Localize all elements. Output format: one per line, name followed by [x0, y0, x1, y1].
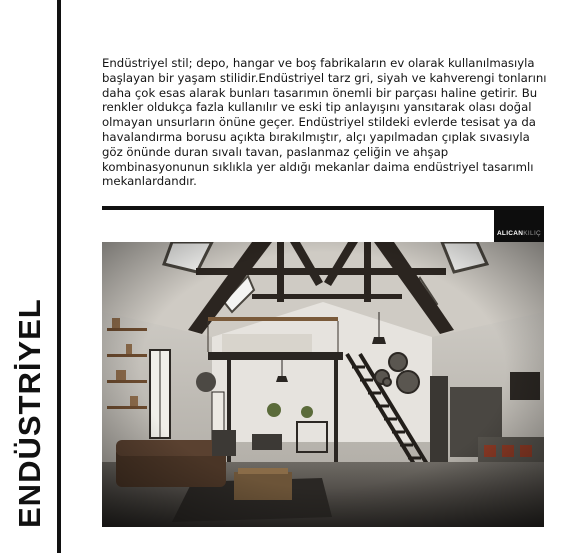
interior-photo [102, 242, 544, 527]
body-paragraph: Endüstriyel stil; depo, hangar ve boş fabrikaların ev olarak kullanılmasıyla başlayan bir yaşam stilidir.Endüstriyel tarz gri, siyah ve kahverengi tonlarını daha çok esas alarak bunları tasarımın önemli bir parçası haline getirir. Bu renkler oldukça fazla kullanılır ve eski tip anlayışını yansıtarak olası doğal olmayan unsurların önüne geçer. Endüstriyel stildeki evlerde tesisat ya da havalandırma borusu açıkta bırakılmıştır, alçı yapılmadan çıplak sıvasıyla göz önünde duran sıvalı tavan, paslanmaz çeliğin ve ahşap kombinasyonunun sıklıkla yer aldığı mekanlar daima endüstriyel tasarımlı mekanlardandır. [102, 56, 547, 189]
horizontal-rule [102, 206, 544, 210]
side-title: ENDÜSTRİYEL [12, 298, 47, 528]
brand-name-thin: KILIÇ [523, 229, 542, 237]
brand-name-bold: ALICAN [496, 229, 524, 237]
vertical-divider [57, 0, 61, 553]
